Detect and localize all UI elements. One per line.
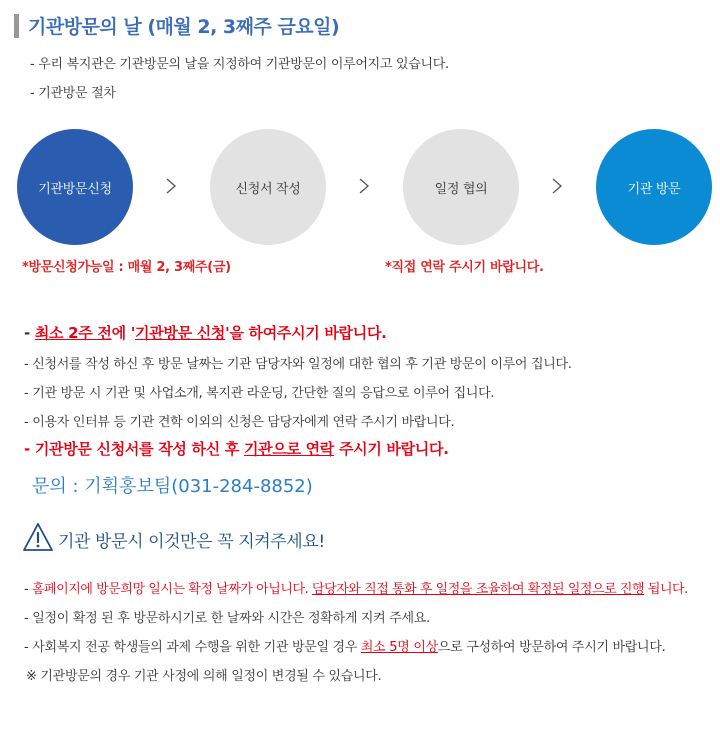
- text: - 사회복지 전공 학생들의 과제 수행을 위한 기관 방문일 경우: [24, 640, 361, 655]
- emphasis-text: 홈페이지에 방문희망 일시는 확정 날짜가 아닙니다.: [31, 582, 312, 597]
- contact-info: 문의 : 기획홍보팀(031-284-8852): [32, 476, 313, 497]
- step-label: 기관방문신청: [38, 181, 112, 197]
- step-label: 기관 방문: [627, 181, 681, 197]
- intro-text: - 우리 복지관은 기관방문의 날을 지정하여 기관방문이 이루어지고 있습니다.: [30, 57, 449, 72]
- warning-title: 기관 방문시 이것만은 꼭 지켜주세요!: [58, 532, 325, 552]
- emphasis-text: 담당자와 직접 통화 후 일정을 조율하여 확정된 일정으로 진행: [311, 582, 645, 597]
- step-label: 일정 협의: [434, 181, 488, 197]
- step-label: 신청서 작성: [235, 181, 301, 197]
- text: 됩니다.: [644, 582, 688, 597]
- text: 주시기 바랍니다.: [334, 440, 449, 458]
- title-accent-bar: [14, 14, 19, 38]
- emphasis-text: 기관으로 연락: [243, 440, 335, 458]
- step-2-circle: [210, 129, 326, 245]
- procedure-label: - 기관방문 절차: [30, 86, 116, 101]
- text: - 기관방문 신청서를 작성 하신 후: [24, 440, 244, 458]
- warning-line-4: ※ 기관방문의 경우 기관 사정에 의해 일정이 변경될 수 있습니다.: [26, 669, 382, 684]
- emphasis-text: 최소 5명 이상: [360, 640, 438, 655]
- emphasis-text: 최소 2주 전: [34, 324, 112, 342]
- text: -: [24, 582, 32, 597]
- warning-triangle-icon: [22, 522, 54, 552]
- notice-line-1: [24, 322, 387, 343]
- text: 에 ': [111, 324, 136, 342]
- emphasis-text: 기관방문 신청: [135, 324, 226, 342]
- chevron-right-icon: [552, 175, 562, 197]
- notice-line-4: - 이용자 인터뷰 등 기관 견학 이외의 신청은 담당자에게 연락 주시기 바랍니다.: [24, 415, 455, 430]
- text: 으로 구성하여 방문하여 주시기 바랍니다.: [437, 640, 666, 655]
- step-1-circle: [17, 129, 133, 245]
- step-3-circle: [403, 129, 519, 245]
- warning-line-1: [24, 578, 688, 597]
- notice-line-2: - 신청서를 작성 하신 후 방문 날짜는 기관 담당자와 일정에 대한 협의 후 기관 방문이 이루어 집니다.: [24, 357, 572, 372]
- warning-line-2: - 일정이 확정 된 후 방문하시기로 한 날짜와 시간은 정확하게 지켜 주세요.: [24, 611, 430, 626]
- notice-line-3: - 기관 방문 시 기관 및 사업소개, 복지관 라운딩, 간단한 질의 응답으로 이루어 집니다.: [24, 386, 495, 401]
- contact-directly-note: *직접 연락 주시기 바랍니다.: [385, 260, 544, 275]
- chevron-right-icon: [166, 175, 176, 197]
- text: '을 하여주시기 바랍니다.: [225, 324, 387, 342]
- notice-line-5: [24, 438, 449, 459]
- text: -: [24, 324, 35, 342]
- page-title: 기관방문의 날 (매월 2, 3째주 금요일): [28, 16, 340, 38]
- chevron-right-icon: [359, 175, 369, 197]
- application-date-note: *방문신청가능일 : 매월 2, 3째주(금): [22, 260, 231, 275]
- step-4-circle: [596, 129, 712, 245]
- warning-line-3: [24, 636, 665, 655]
